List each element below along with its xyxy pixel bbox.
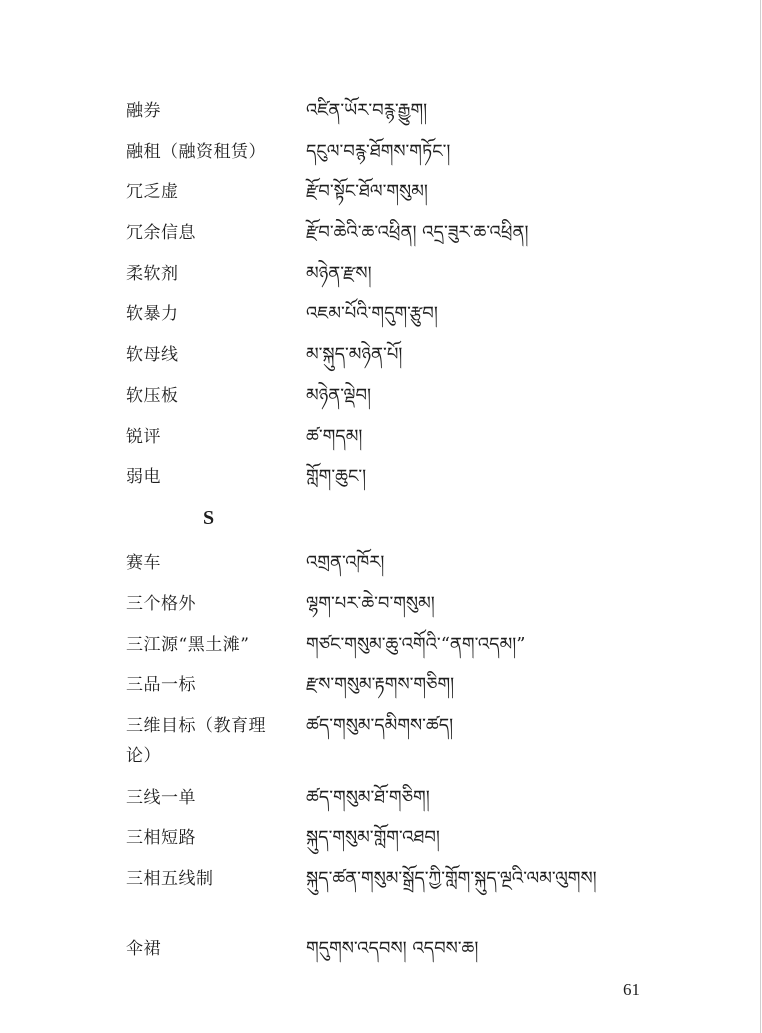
chinese-term: 赛车: [126, 553, 161, 573]
chinese-term: 三相短路: [126, 828, 196, 848]
chinese-term: 三维目标（教育理论）: [126, 716, 266, 766]
tibetan-term: འཇམ་པོའི་གདུག་རྩུབ།: [306, 303, 438, 324]
chinese-term: 伞裙: [126, 939, 161, 959]
section-heading: S: [203, 507, 215, 529]
tibetan-term: གཙང་གསུམ་ཆུ་འགོའི་“ནག་འདམ།”: [306, 634, 526, 655]
tibetan-term: ལྷག་པར་ཆེ་བ་གསུམ།: [306, 593, 435, 614]
page-number: 61: [623, 980, 640, 999]
chinese-term: 软暴力: [126, 304, 179, 324]
chinese-term: 融券: [126, 101, 161, 121]
tibetan-term: མ་སྐུད་མཉེན་པོ།: [306, 344, 403, 365]
chinese-term: 三线一单: [126, 788, 196, 808]
tibetan-term: ཚད་གསུམ་ཐོ་གཅིག།: [306, 787, 430, 808]
tibetan-term: འཛིན་ཡོར་བརྙ་རྒྱུག།: [306, 100, 428, 121]
tibetan-term: རྫོབ་སྟོང་ཐོལ་གསུམ།: [306, 181, 428, 202]
tibetan-term: མཉེན་རྫས།: [306, 263, 372, 284]
tibetan-term: ཚད་གསུམ་དམིགས་ཚད།: [306, 715, 454, 736]
page-edge-line: [760, 0, 761, 1033]
tibetan-term: རྫས་གསུམ་རྟགས་གཅིག།: [306, 674, 455, 695]
tibetan-term: དངུལ་བརྙ་ཐོགས་གཏོང་།: [306, 141, 451, 162]
chinese-term: 三品一标: [126, 675, 196, 695]
tibetan-term: ཚ་གདམ།: [306, 426, 363, 447]
chinese-term: 融租（融资租赁）: [126, 142, 266, 162]
chinese-term: 软母线: [126, 345, 179, 365]
tibetan-term: རྫོབ་ཆེའི་ཆ་འཕྲིན། འདྲ་ཟུར་ཆ་འཕྲིན།: [306, 222, 529, 243]
tibetan-term: འགྲན་འཁོར།: [306, 552, 385, 573]
chinese-term: 弱电: [126, 467, 161, 487]
chinese-term: 冗余信息: [126, 223, 196, 243]
chinese-term: 三相五线制: [126, 869, 214, 889]
tibetan-term: སྐུད་གསུམ་གློག་འཐབ།: [306, 827, 440, 848]
tibetan-term: སྐུད་ཚན་གསུམ་སྒྲོད་ཀྱི་གློག་སྐུད་ལྔའི་ལམ་ལུགས།: [306, 868, 597, 889]
tibetan-term: གདུགས་འདབས། འདབས་ཆ།: [306, 938, 479, 959]
tibetan-term: གློག་ཆུང་།: [306, 466, 367, 487]
tibetan-term: མཉེན་ལྡེབ།: [306, 385, 372, 406]
chinese-term: 冗乏虚: [126, 182, 179, 202]
chinese-term: 锐评: [126, 427, 161, 447]
chinese-term: 三个格外: [126, 594, 196, 614]
chinese-term: 柔软剂: [126, 264, 179, 284]
chinese-term: 三江源“黑土滩”: [126, 635, 250, 655]
chinese-term: 软压板: [126, 386, 179, 406]
